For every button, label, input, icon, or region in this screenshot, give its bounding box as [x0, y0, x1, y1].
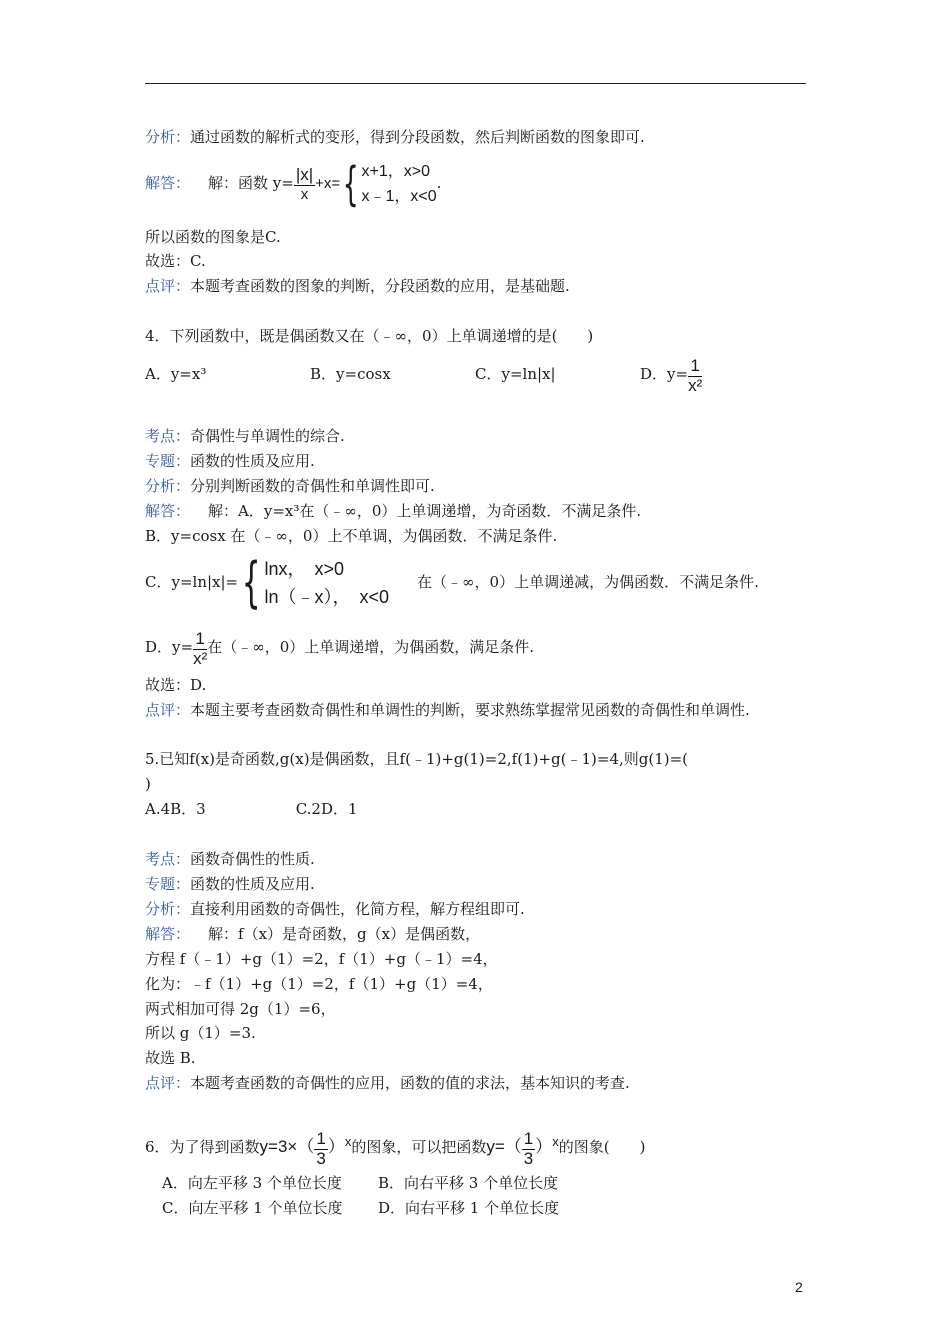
q5-stem-line2: ) — [145, 775, 151, 793]
q3-analysis-text: 通过函数的解析式的变形，得到分段函数，然后判断函数的图象即可. — [190, 128, 645, 146]
label-zhuanti: 专题： — [145, 875, 191, 893]
q4-line-c: C．y=ln|x|={ lnx， x>0 ln（﹣x）， x<0 在（﹣∞，0）上单调递减，为偶函数．不满足条件. — [145, 551, 759, 614]
q4-jieda-line: 解答： 解：A．y=x³在（﹣∞，0）上单调递增，为奇函数．不满足条件. — [145, 502, 642, 520]
label-dianping: 点评： — [145, 277, 191, 295]
q4-d-fraction: $\frac{1}{\text{x²}}$ — [688, 355, 703, 395]
label-kaodian: 考点： — [145, 427, 191, 445]
label-dianping: 点评： — [145, 1074, 191, 1092]
q5-zhuanti-line: 专题：函数的性质及应用. — [145, 875, 315, 893]
q5-stem-line1: 5.已知f(x)是奇函数,g(x)是偶函数，且f(﹣1)+g(1)=2,f(1)+g(﹣1)=4,则g(1)=( — [145, 750, 689, 768]
header-rule — [145, 83, 806, 84]
q4-line-b: B．y=cosx 在（﹣∞，0）上不单调，为偶函数．不满足条件. — [145, 527, 558, 545]
label-fenxi: 分析： — [145, 128, 191, 146]
q3-fraction: $\frac{|x|}{x}$ — [295, 164, 314, 203]
label-jieda: 解答： — [145, 925, 191, 943]
q3-graph-line: 所以函数的图象是C. — [145, 228, 281, 246]
q4-piecewise-cases: lnx， x>0 ln（﹣x）， x<0 — [264, 559, 390, 607]
q5-jieda-line: 解答： 解：f（x）是奇函数，g（x）是偶函数， — [145, 925, 481, 943]
q4-option-b: B．y=cosx — [310, 365, 391, 383]
q6-option-c: C．向左平移 1 个单位长度 — [162, 1199, 343, 1217]
q5-options: A.4B．3 C.2D．1 — [145, 800, 358, 818]
left-brace-icon: { — [241, 551, 261, 614]
q5-line4: 所以 g（1）=3. — [145, 1024, 256, 1042]
q4-fenxi-line: 分析：分别判断函数的奇偶性和单调性即可. — [145, 477, 435, 495]
q4-line-d: D．y= $\frac{1}{\text{x²}}$ 在（﹣∞，0）上单调递增，为偶函数，满足条件. — [145, 628, 535, 668]
q5-line3: 两式相加可得 2g（1）=6， — [145, 1000, 336, 1018]
q6-option-a: A．向左平移 3 个单位长度 — [162, 1174, 342, 1192]
label-zhuanti: 专题： — [145, 452, 191, 470]
q4-choose-line: 故选：D. — [145, 676, 207, 694]
q5-comment-line: 点评：本题考查函数的奇偶性的应用，函数的值的求法，基本知识的考查. — [145, 1074, 630, 1092]
q3-piecewise-cases: x+1，x>0 x﹣1，x<0 — [361, 163, 437, 205]
q3-comment-line: 点评：本题考查函数的图象的判断，分段函数的应用，是基础题. — [145, 277, 570, 295]
q4-zhuanti-line: 专题：函数的性质及应用. — [145, 452, 315, 470]
q3-analysis-line — [145, 128, 645, 146]
q5-fenxi-line: 分析：直接利用函数的奇偶性，化简方程，解方程组即可. — [145, 900, 525, 918]
q3-solution-lead: 解：函数 y= — [208, 174, 294, 192]
q3-solution-line: 解答： 解：函数 y= $\frac{|x|}{x}$ +x={ x+1，x>0 x﹣1，x<0 . — [145, 157, 442, 211]
label-fenxi: 分析： — [145, 900, 191, 918]
label-fenxi: 分析： — [145, 477, 191, 495]
label-kaodian: 考点： — [145, 850, 191, 868]
q4-kaodian-line: 考点：奇偶性与单调性的综合. — [145, 427, 345, 445]
label-jieda: 解答： — [145, 502, 191, 520]
q4-option-d: D．y= $\frac{1}{\text{x²}}$ — [640, 355, 703, 395]
label-dianping: 点评： — [145, 701, 191, 719]
q6-fraction-2: $\frac{1}{3}$ — [523, 1128, 534, 1168]
q5-kaodian-line: 考点：函数奇偶性的性质. — [145, 850, 315, 868]
page-number: 2 — [795, 1279, 803, 1295]
q6-fraction-1: $\frac{1}{3}$ — [316, 1128, 326, 1168]
q5-line5: 故选 B. — [145, 1049, 196, 1067]
q5-line1: 方程 f（﹣1）+g（1）=2，f（1）+g（﹣1）=4， — [145, 950, 498, 968]
q5-line2: 化为：﹣f（1）+g（1）=2，f（1）+g（1）=4， — [145, 975, 493, 993]
q4-d-solution-fraction: $\frac{1}{\text{x²}}$ — [193, 628, 208, 668]
q4-stem: 4．下列函数中，既是偶函数又在（﹣∞，0）上单调递增的是( ) — [145, 327, 594, 345]
q4-option-c: C．y=ln|x| — [475, 365, 556, 383]
q4-option-a: A．y=x³ — [145, 365, 207, 383]
q6-option-d: D．向右平移 1 个单位长度 — [378, 1199, 560, 1217]
q6-option-b: B．向右平移 3 个单位长度 — [378, 1174, 559, 1192]
q3-choose-line: 故选：C. — [145, 252, 206, 270]
q6-stem: 6．为了得到函数y=3×（ $\frac{1}{3}$ ）$^x$的图象，可以把函数y=（ $\frac{1}{3}$ ）$^x$的图象( ) — [145, 1128, 646, 1168]
q4-comment-line: 点评：本题主要考查函数奇偶性和单调性的判断，要求熟练掌握常见函数的奇偶性和单调性. — [145, 701, 750, 719]
left-brace-icon: { — [342, 157, 359, 211]
label-jieda: 解答： — [145, 174, 191, 192]
